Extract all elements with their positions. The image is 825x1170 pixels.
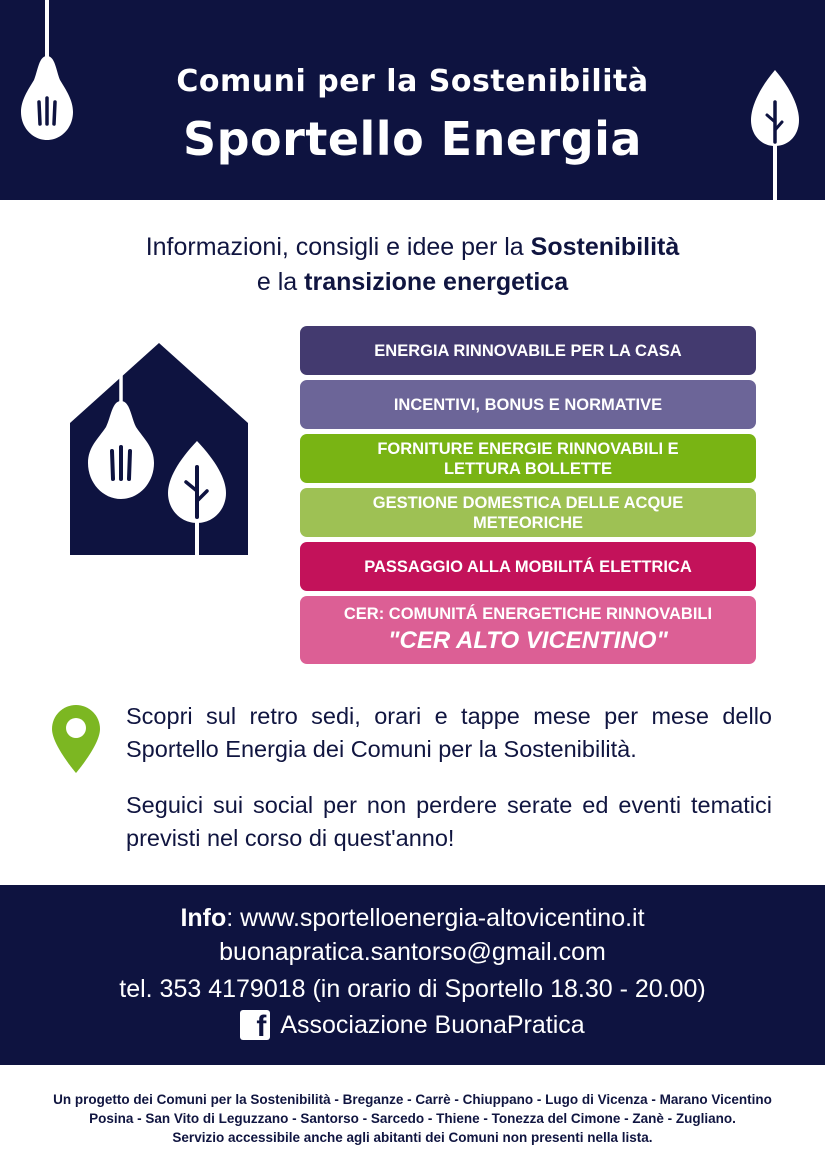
topic-renewable-home <box>300 326 756 375</box>
credits-line-2: Posina - San Vito di Leguzzano - Santorso - Sarcedo - Thiene - Tonezza del Cimone - Zanè - Zugliano. <box>89 1111 736 1126</box>
facebook-line[interactable] <box>0 1009 825 1041</box>
contact-footer <box>0 885 825 1065</box>
credits-line-1: Un progetto dei Comuni per la Sostenibilità - Breganze - Carrè - Chiuppano - Lugo di Vicenza - Marano Vicentino <box>53 1092 772 1107</box>
topic-label: INCENTIVI, BONUS E NORMATIVE <box>393 395 663 414</box>
tagline-line-2 <box>0 265 825 300</box>
phone-line: tel. 353 4179018 (in orario di Sportello 18.30 - 20.00) <box>119 975 706 1003</box>
topic-electric-mobility <box>300 542 756 591</box>
tagline <box>0 230 825 300</box>
tagline-text: Informazioni, consigli e idee per la <box>145 233 531 261</box>
tagline-line-1 <box>0 230 825 265</box>
topics-list <box>300 326 756 669</box>
header-banner <box>0 0 825 200</box>
paragraph-schedule: Scopri sul retro sedi, orari e tappe mese per mese dello Sportello Energia dei Comuni per la Sostenibilità. <box>126 703 772 762</box>
tagline-text: e la <box>256 268 305 296</box>
facebook-page-label: Associazione BuonaPratica <box>280 1011 585 1039</box>
facebook-icon: f <box>240 1010 270 1040</box>
website-line <box>0 902 825 934</box>
topic-label: ENERGIA RINNOVABILE PER LA CASA <box>374 341 682 360</box>
topic-label-highlight: "CER ALTO VICENTINO" <box>388 627 668 654</box>
topic-supply-bills <box>300 434 756 483</box>
topic-rainwater <box>300 488 756 537</box>
header-subtitle: Comuni per la Sostenibilità <box>176 64 649 99</box>
credits <box>0 1090 825 1147</box>
tagline-bold: Sostenibilità <box>530 233 680 261</box>
tagline-bold: transizione energetica <box>304 268 569 296</box>
info-label: Info <box>180 904 227 932</box>
house-bulb-leaf-icon <box>70 343 248 555</box>
location-pin-icon <box>52 705 100 773</box>
leaf-post-icon <box>742 60 808 200</box>
header-title: Sportello Energia <box>183 112 642 166</box>
topic-label: FORNITURE ENERGIE RINNOVABILI E <box>377 439 679 458</box>
website-link[interactable]: : www.sportelloenergia-altovicentino.it <box>226 904 645 932</box>
topic-label: GESTIONE DOMESTICA DELLE ACQUE <box>372 493 684 512</box>
paragraph-social: Seguici sui social per non perdere serate ed eventi tematici previsti nel corso di quest'anno! <box>126 792 772 851</box>
topic-label: LETTURA BOLLETTE <box>443 459 613 478</box>
topic-label: METEORICHE <box>472 513 583 532</box>
topic-incentives <box>300 380 756 429</box>
topic-energy-communities <box>300 596 756 664</box>
email-link[interactable]: buonapratica.santorso@gmail.com <box>219 938 606 966</box>
topic-label: CER: COMUNITÁ ENERGETICHE RINNOVABILI <box>343 605 713 623</box>
topic-label: PASSAGGIO ALLA MOBILITÁ ELETTRICA <box>364 557 692 576</box>
credits-line-3: Servizio accessibile anche agli abitanti dei Comuni non presenti nella lista. <box>172 1130 653 1145</box>
